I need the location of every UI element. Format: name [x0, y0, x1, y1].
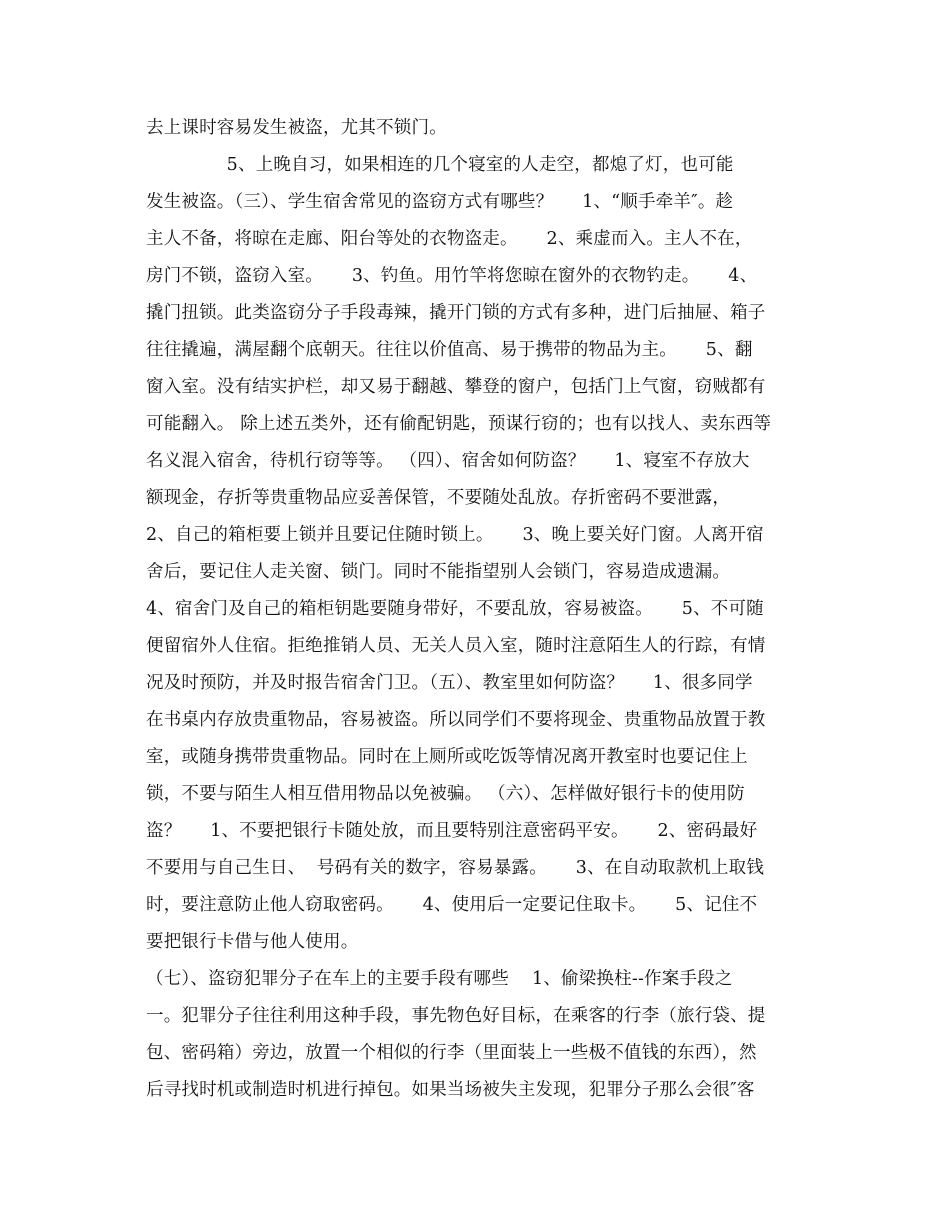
- text-line: 4、宿舍门及自己的箱柜钥匙要随身带好，不要乱放，容易被盗。 5、不可随: [146, 599, 764, 619]
- text-line: 盗？ 1、不要把银行卡随处放，而且要特别注意密码平安。 2、密码最好: [146, 821, 758, 841]
- text-line: 后寻找时机或制造时机进行掉包。如果当场被失主发现，犯罪分子那么会很″客: [146, 1080, 755, 1100]
- text-line: 在书桌内存放贵重物品，容易被盗。所以同学们不要将现金、贵重物品放置于教: [146, 710, 766, 730]
- text-line: 舍后，要记住人走关窗、锁门。同时不能指望别人会锁门，容易造成遗漏。: [146, 562, 731, 582]
- text-line: 时，要注意防止他人窃取密码。 4、使用后一定要记住取卡。 5、记住不: [146, 895, 758, 915]
- text-line: 要把银行卡借与他人使用。: [146, 932, 359, 952]
- text-line: （七）、盗窃犯罪分子在车上的主要手段有哪些 1、偷梁换柱--作案手段之: [146, 969, 733, 989]
- text-line: 锁，不要与陌生人相互借用物品以免被骗。 （六）、怎样做好银行卡的使用防: [146, 784, 745, 804]
- text-line: 窗入室。没有结实护栏，却又易于翻越、攀登的窗户，包括门上气窗，窃贼都有: [146, 377, 766, 397]
- text-line: 发生被盗。（三）、学生宿舍常见的盗窃方式有哪些？ 1、“顺手牵羊″。趁: [146, 192, 734, 212]
- text-line: 便留宿外人住宿。拒绝推销人员、无关人员入室，随时注意陌生人的行踪，有情: [146, 636, 766, 656]
- text-line: 主人不备，将晾在走廊、阳台等处的衣物盗走。 2、乘虚而入。主人不在，: [146, 229, 753, 249]
- text-line: 室，或随身携带贵重物品。同时在上厕所或吃饭等情况离开教室时也要记住上: [146, 747, 748, 767]
- text-line: 往往撬遍，满屋翻个底朝天。往往以价值高、易于携带的物品为主。 5、翻: [146, 340, 753, 360]
- text-line: 撬门扭锁。此类盗窃分子手段毒辣，撬开门锁的方式有多种，进门后抽屉、箱子: [146, 303, 766, 323]
- text-line: 不要用与自己生日、 号码有关的数字，容易暴露。 3、在自动取款机上取钱: [146, 858, 765, 878]
- text-line: 包、密码箱）旁边，放置一个相似的行李（里面装上一些极不值钱的东西），然: [146, 1043, 757, 1063]
- text-line: 5、上晚自习，如果相连的几个寝室的人走空，都熄了灯，也可能: [146, 155, 734, 175]
- text-line: 2、自己的箱柜要上锁并且要记住随时锁上。 3、晚上要关好门窗。人离开宿: [146, 525, 764, 545]
- text-line: 去上课时容易发生被盗，尤其不锁门。: [146, 118, 447, 138]
- text-line: 名义混入宿舍，待机行窃等等。 （四）、宿舍如何防盗？ 1、寝室不存放大: [146, 451, 750, 471]
- text-line: 可能翻入。 除上述五类外，还有偷配钥匙，预谋行窃的；也有以找人、卖东西等: [146, 414, 772, 434]
- text-line: 额现金，存折等贵重物品应妥善保管，不要随处乱放。存折密码不要泄露，: [146, 488, 731, 508]
- text-line: 况及时预防，并及时报告宿舍门卫。（五）、教室里如何防盗？ 1、很多同学: [146, 673, 753, 693]
- text-line: 一。犯罪分子往往利用这种手段，事先物色好目标，在乘客的行李（旅行袋、提: [146, 1006, 766, 1026]
- text-line: 房门不锁，盗窃入室。 3、钓鱼。用竹竿将您晾在窗外的衣物钓走。 4、: [146, 266, 758, 286]
